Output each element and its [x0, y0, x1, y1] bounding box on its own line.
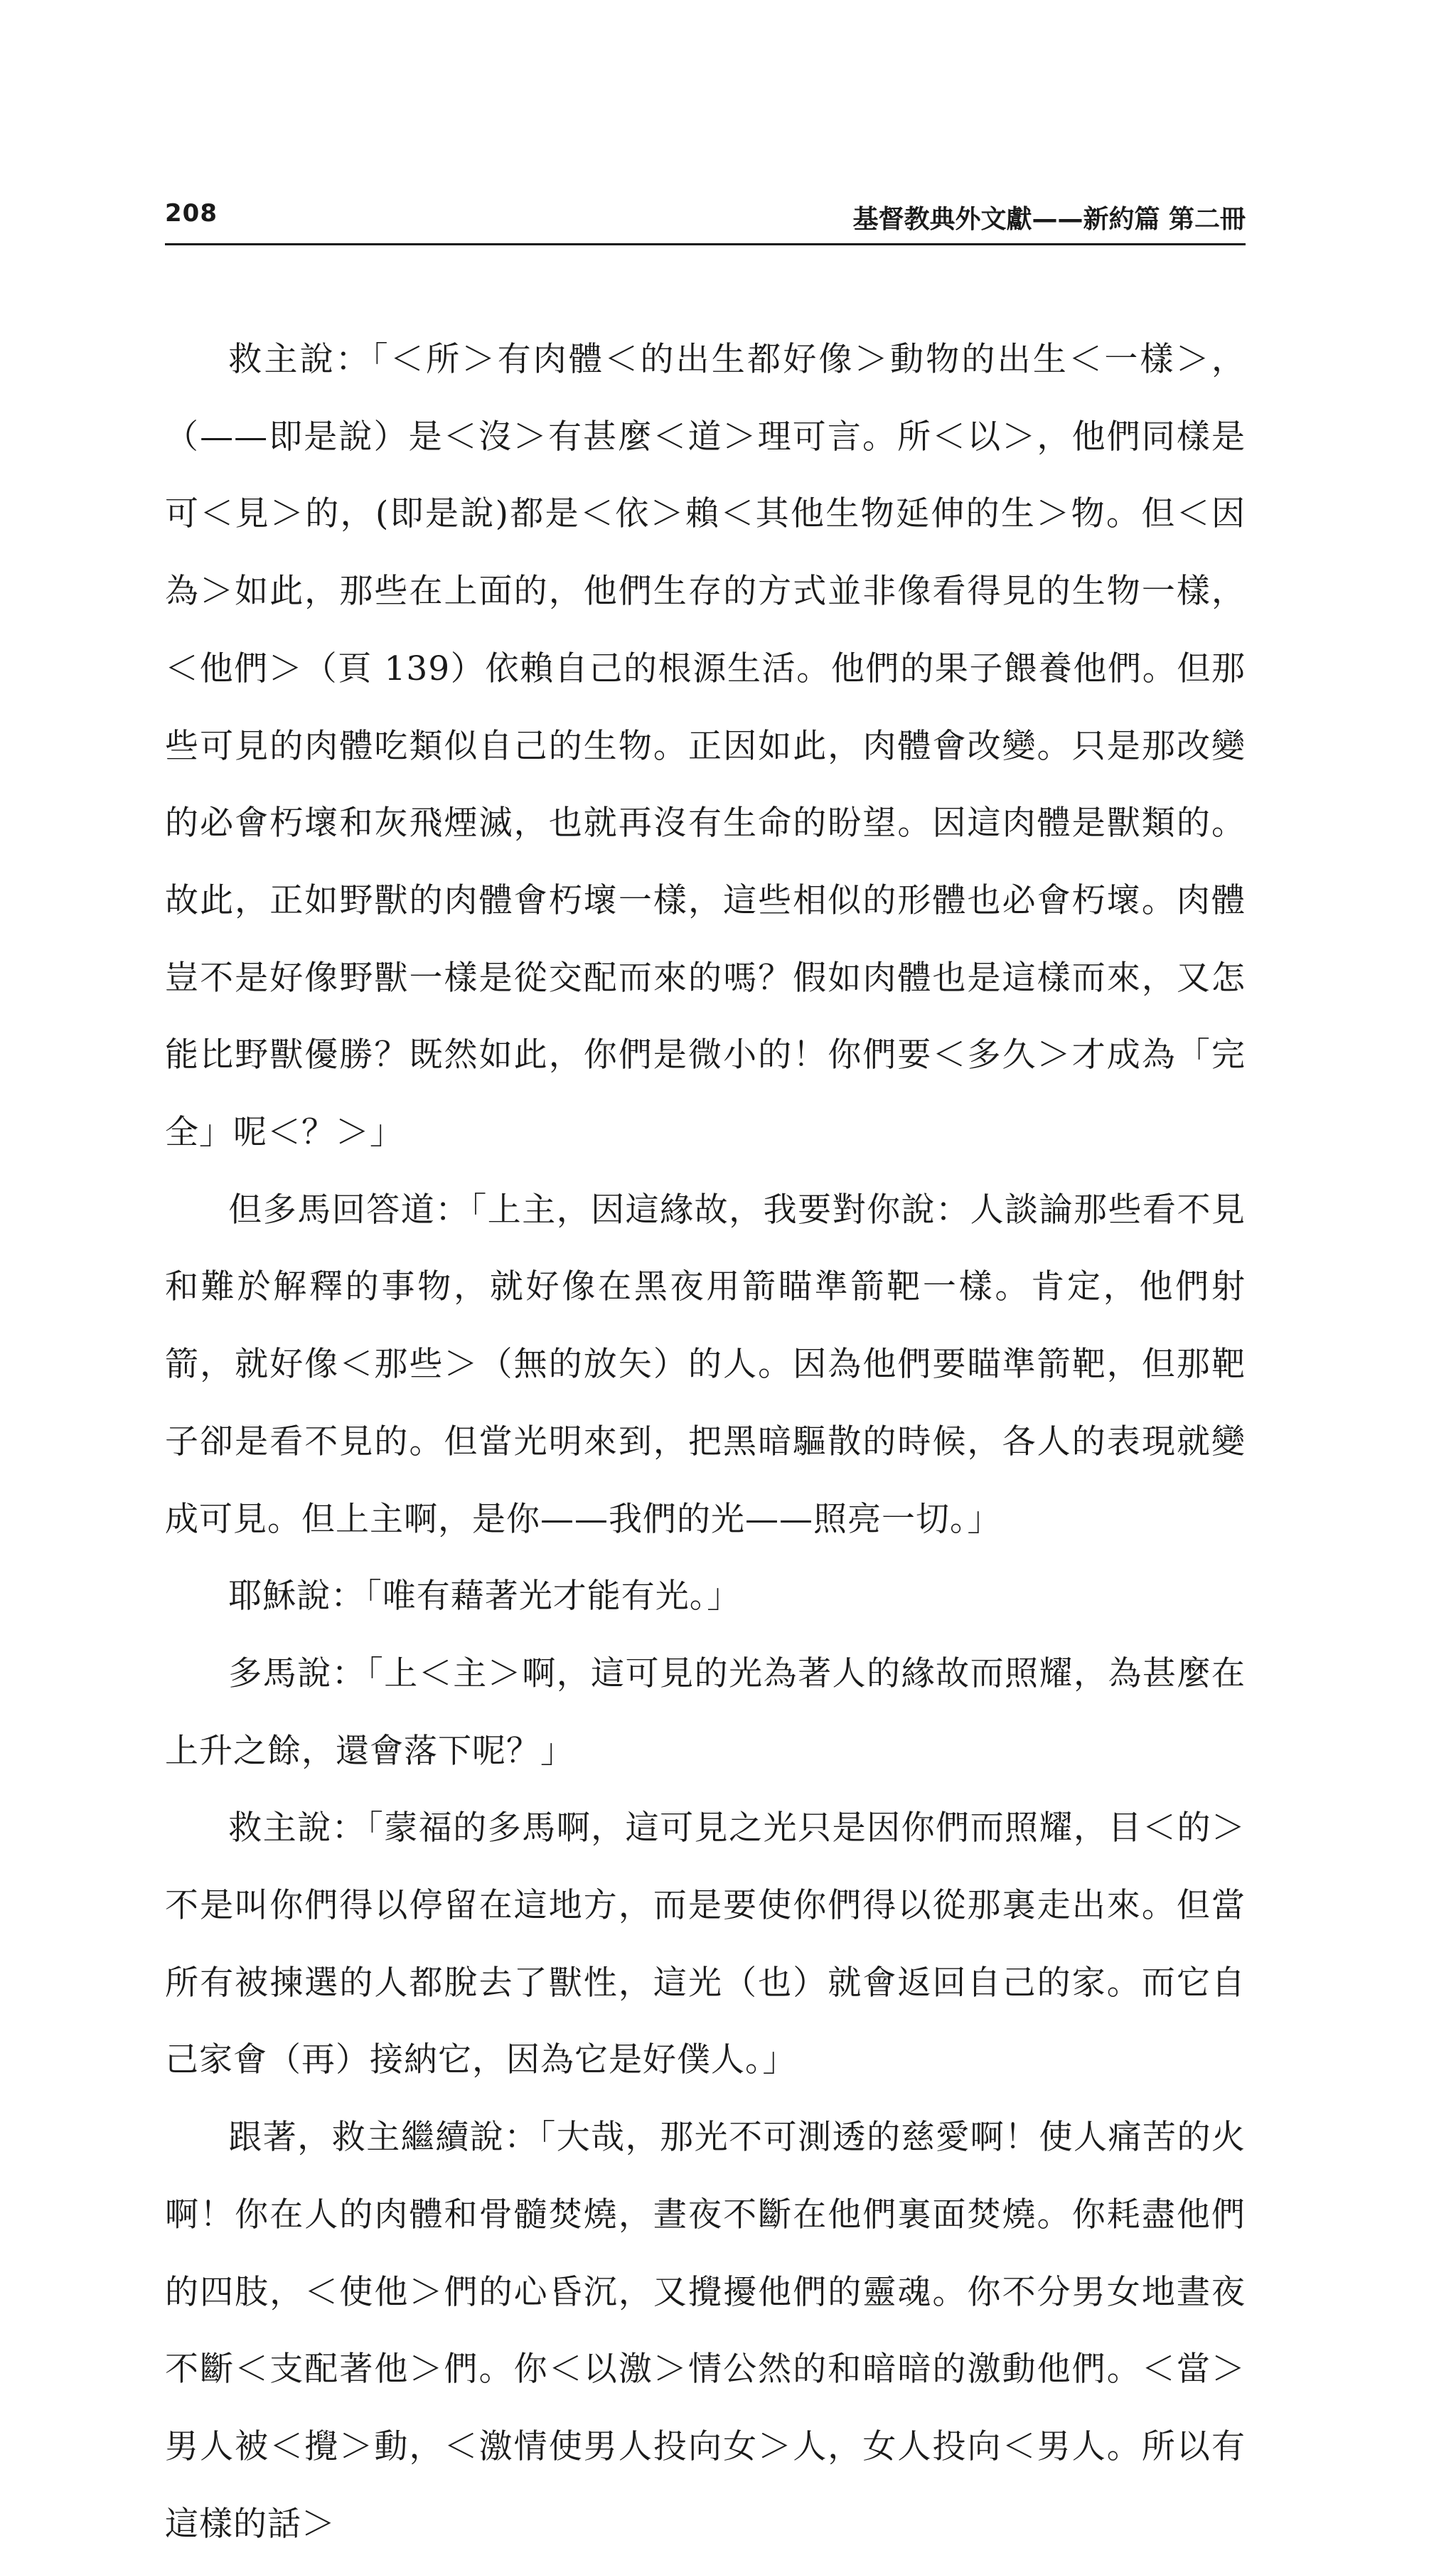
paragraph-savior-continues: 跟著，救主繼續說：「大哉，那光不可測透的慈愛啊！使人痛苦的火啊！你在人的肉體和骨髓焚燒，晝夜不斷在他們裏面焚燒。你耗盡他們的四肢，＜使他＞們的心昏沉，又攪擾他們的靈魂。你不分男女地晝夜不斷＜支配著他＞們。你＜以激＞情公然的和暗暗的激動他們。＜當＞男人被＜攪＞動，＜激情使男人投向女＞人，女人投向＜男人。所以有這樣的話＞: [165, 2118, 1246, 2544]
paragraph-jesus-light: 耶穌說：「唯有藉著光才能有光。」: [228, 1577, 742, 1616]
paragraph-savior-answer: 救主說：「蒙福的多馬啊，這可見之光只是因你們而照耀，目＜的＞不是叫你們得以停留在這地方，而是要使你們得以從那裏走出來。但當所有被揀選的人都脫去了獸性，這光（也）就會返回自己的家。而它自己家會（再）接納它，因為它是好僕人。」: [165, 1808, 1246, 2080]
paragraph-savior-on-flesh: 救主說：「＜所＞有肉體＜的出生都好像＞動物的出生＜一樣＞，（——即是說）是＜沒＞有甚麼＜道＞理可言。所＜以＞，他們同樣是可＜見＞的，(即是說)都是＜依＞賴＜其他生物延伸的生＞物。但＜因為＞如此，那些在上面的，他們生存的方式並非像看得見的生物一樣，＜他們＞（頁 139）依賴自己的根源生活。他們的果子餵養他們。但那些可見的肉體吃類似自己的生物。正因如此，肉體會改變。只是那改變的必會朽壞和灰飛煙滅，也就再沒有生命的盼望。因這肉體是獸類的。故此，正如野獸的肉體會朽壞一樣，這些相似的形體也必會朽壞。肉體豈不是好像野獸一樣是從交配而來的嗎？假如肉體也是這樣而來，又怎能比野獸優勝？既然如此，你們是微小的！你們要＜多久＞才成為「完全」呢＜？＞」: [165, 340, 1246, 1153]
paragraph-thomas-reply: 但多馬回答道：「上主，因這緣故，我要對你說：人談論那些看不見和難於解釋的事物，就好像在黑夜用箭瞄準箭靶一樣。肯定，他們射箭，就好像＜那些＞（無的放矢）的人。因為他們要瞄準箭靶，但那靶子卻是看不見的。但當光明來到，把黑暗驅散的時候，各人的表現就變成可見。但上主啊，是你——我們的光——照亮一切。」: [165, 1190, 1246, 1539]
paragraph-thomas-question: 多馬說：「上＜主＞啊，這可見的光為著人的緣故而照耀，為甚麼在上升之餘，還會落下呢？」: [165, 1653, 1246, 1771]
page-number: 208: [165, 199, 218, 228]
body-text: [165, 321, 1246, 2563]
page-header: [165, 196, 1246, 245]
running-title: 基督教典外文獻——新約篇 第二冊: [852, 205, 1246, 234]
